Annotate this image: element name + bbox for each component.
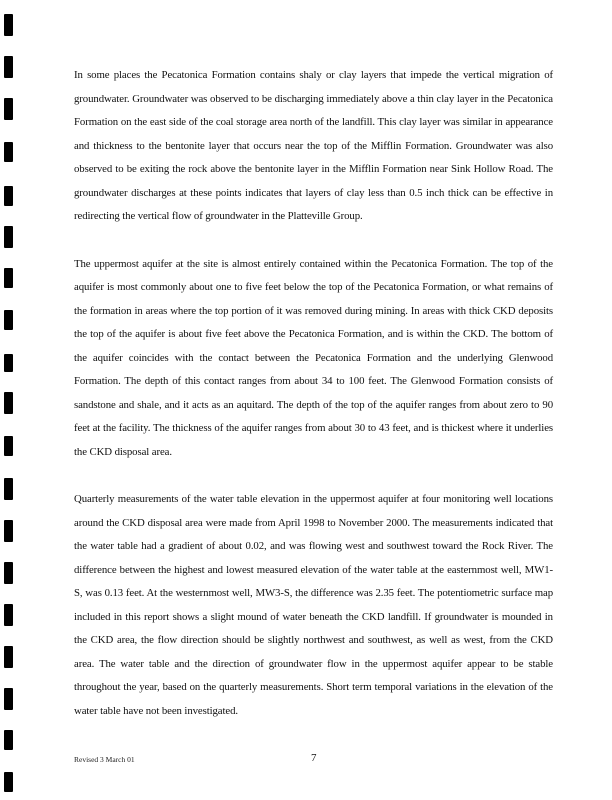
binding-mark xyxy=(4,354,13,372)
page-number: 7 xyxy=(311,752,317,764)
binding-mark xyxy=(4,226,13,248)
binding-mark xyxy=(4,186,13,206)
paragraph-pecatonica-clay-layers: In some places the Pecatonica Formation contains shaly or clay layers that impede the vertical migration of groundwater. Groundwater was observed to be discharging immediately above a thin clay layer in the Pecatonica Formation on the east side of the coal storage area north of the landfill. This clay layer was similar in appearance and thickness to the bentonite layer that occurs near the top of the Mifflin Formation. Groundwater was also observed to be exiting the rock above the bentonite layer in the Mifflin Formation near Sink Hollow Road. The groundwater discharges at these points indicates that layers of clay less than 0.5 inch thick can be effective in redirecting the vertical flow of groundwater in the Platteville Group. xyxy=(74,69,553,222)
binding-mark xyxy=(4,56,13,78)
binding-mark xyxy=(4,14,13,36)
binding-mark xyxy=(4,310,13,330)
binding-mark xyxy=(4,688,13,710)
binding-mark xyxy=(4,604,13,626)
paragraph-uppermost-aquifer: The uppermost aquifer at the site is almost entirely contained within the Pecatonica Formation. The top of the aquifer is most commonly about one to five feet below the top of the Pecatonica Formation, or what remains of the formation in areas where the top portion of it was removed during mining. In areas with thick CKD deposits the top of the aquifer is about five feet above the Pecatonica Formation, and is within the CKD. The bottom of the aquifer coincides with the contact between the Pecatonica Formation and the underlying Glenwood Formation. The depth of this contact ranges from about 34 to 100 feet. The Glenwood Formation consists of sandstone and shale, and it acts as an aquitard. The depth of the top of the aquifer ranges from about zero to 90 feet at the facility. The thickness of the aquifer ranges from about 30 to 43 feet, and is thickest where it underlies the CKD disposal area. xyxy=(74,257,553,458)
paragraph-water-table-measurements: Quarterly measurements of the water table elevation in the uppermost aquifer at four monitoring well locations around the CKD disposal area were made from April 1998 to November 2000. The measurements indicated that the water table had a gradient of about 0.02, and was flowing west and southwest toward the Rock River. The difference between the highest and lowest measured elevation of the water table at the easternmost well, MW1-S, was 0.13 feet. At the westernmost well, MW3-S, the difference was 2.35 feet. The potentiometric surface map included in this report shows a slight mound of water beneath the CKD landfill. If groundwater is mounded in the CKD area, the flow direction should be slightly northwest and southwest, as well as west, from the CKD area. The water table and the direction of groundwater flow in the uppermost aquifer appear to be stable throughout the year, based on the quarterly measurements. Short term temporal variations in the elevation of the water table have not been investigated. xyxy=(74,493,553,717)
binding-mark xyxy=(4,392,13,414)
binding-mark xyxy=(4,772,13,792)
binding-mark xyxy=(4,142,13,162)
document-body xyxy=(74,64,553,747)
binding-mark xyxy=(4,520,13,542)
binding-mark xyxy=(4,646,13,668)
binding-mark xyxy=(4,562,13,584)
binding-mark xyxy=(4,730,13,750)
binding-mark xyxy=(4,268,13,288)
binding-mark xyxy=(4,436,13,456)
binding-mark xyxy=(4,98,13,120)
binding-mark xyxy=(4,478,13,500)
footer-revision-label: Revised 3 March 01 xyxy=(74,755,135,764)
binding-hole-marks xyxy=(0,0,20,800)
